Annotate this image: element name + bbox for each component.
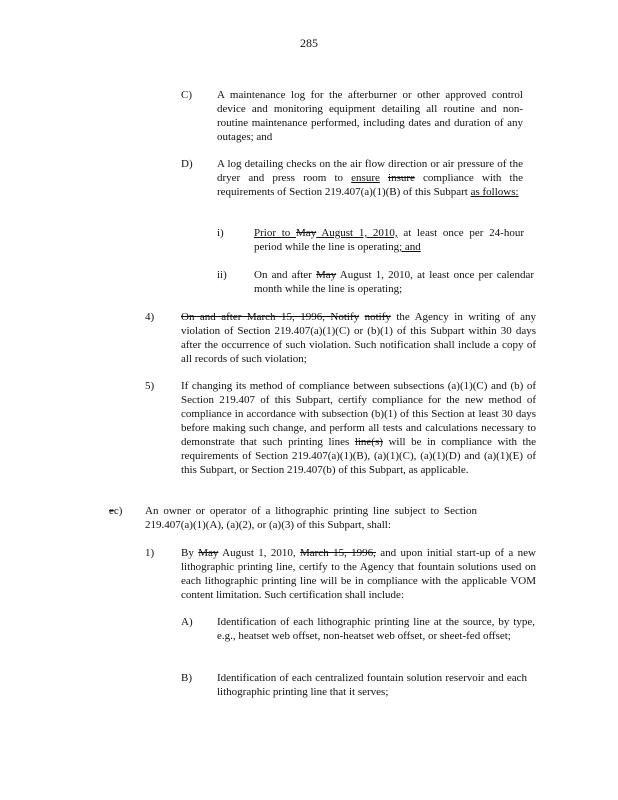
item-label-4: 4) — [145, 311, 155, 323]
inserted-text: as follows: — [470, 186, 519, 198]
deleted-text: May — [316, 269, 337, 281]
inserted-text: August 1, 2010, — [316, 227, 398, 239]
item-text-d-ii — [254, 268, 534, 296]
text-segment: at least once per 24-hour period while the line is operating — [254, 227, 524, 253]
text-segment: A maintenance log for the afterburner or other approved control device and monitoring equipment detailing all routine and non-routine maintenance performed, including dates and duration of any outages; and — [217, 89, 523, 143]
label-rest: c) — [113, 505, 123, 517]
text-segment: the Agency in writing of any violation of Section 219.407(a)(1)(C) or (b)(1) of this Subpart within 30 days after the occurrence of such violation. Such notification shall include a copy of all records of such violation; — [181, 311, 536, 365]
inserted-text: ensure — [351, 172, 380, 184]
item-label-ec — [109, 504, 122, 518]
text-segment: will be in compliance with the requirements of Section 219.407(a)(1)(B), (a)(1)(C), (a)(1)(D) and (a)(1)(E) of this Subpart, or Section 219.407(b) of this Subpart, as applicable. — [181, 436, 536, 476]
text-segment: On and after — [254, 269, 317, 281]
item-label-1-b: B) — [181, 672, 192, 684]
item-text-1-a — [217, 615, 535, 643]
item-text-1-b — [217, 671, 527, 699]
deleted-text: insure — [388, 172, 415, 184]
text-segment: August 1, 2010, — [218, 547, 300, 559]
text-segment: compliance with the requirements of Section 219.407(a)(1)(B) of this Subpart — [217, 172, 523, 198]
item-text-d-i — [254, 226, 524, 254]
text-segment: Identification of each centralized fountain solution reservoir and each lithographic printing line that it serves; — [217, 672, 527, 698]
text-segment: August 1, 2010, at least once per calendar month while the line is operating; — [254, 269, 534, 295]
item-label-c: C) — [181, 89, 192, 101]
item-label-1-a: A) — [181, 616, 193, 628]
item-text-c — [217, 88, 523, 144]
text-segment: By — [181, 547, 199, 559]
text-segment: An owner or operator of a lithographic printing line subject to Section 219.407(a)(1)(A), (a)(2), or (a)(3) of this Subpart, shall: — [145, 505, 477, 531]
item-label-d: D) — [181, 158, 193, 170]
item-text-ec — [145, 504, 477, 532]
text-segment: If changing its method of compliance between subsections (a)(1)(C) and (b) of Section 219.407 of this Subpart, certify compliance for the new method of compliance in accordance with subsection (b)(1) of this Section at least 30 days before making such change, and perform all tests and calculations necessary to demonstrate that such printing lines — [181, 380, 536, 448]
deleted-text: May — [198, 547, 219, 559]
deleted-text: March 15, 1996, — [300, 547, 376, 559]
item-label-5: 5) — [145, 380, 155, 392]
item-text-4 — [181, 310, 536, 366]
text-segment: and upon initial start-up of a new lithographic printing line, certify to the Agency that fountain solutions used on each lithographic printing line will be in compliance with the applicable VOM content limitation. Such certification shall include: — [181, 547, 536, 601]
item-text-5 — [181, 379, 536, 477]
item-text-1 — [181, 546, 536, 602]
text-segment: Identification of each lithographic printing line at the source, by type, e.g., heatset web offset, non-heatset web offset, or sheet-fed offset; — [217, 616, 535, 642]
text-segment: A log detailing checks on the air flow direction or air pressure of the dryer and press room to — [217, 158, 523, 184]
deleted-text: line(s) — [354, 436, 383, 448]
page-number: 285 — [300, 36, 318, 50]
item-text-d — [217, 157, 523, 199]
inserted-text: Prior to — [254, 227, 297, 239]
text-segment — [380, 172, 388, 184]
deleted-text: May — [296, 227, 317, 239]
deleted-label-char: e — [109, 505, 114, 517]
item-label-d-i: i) — [217, 227, 224, 239]
deleted-text: On and after March 15, 1996, Notify — [181, 311, 360, 323]
item-label-1: 1) — [145, 547, 155, 559]
item-label-d-ii: ii) — [217, 269, 227, 281]
inserted-text: ; and — [399, 241, 421, 253]
deleted-text: notify — [364, 311, 391, 323]
